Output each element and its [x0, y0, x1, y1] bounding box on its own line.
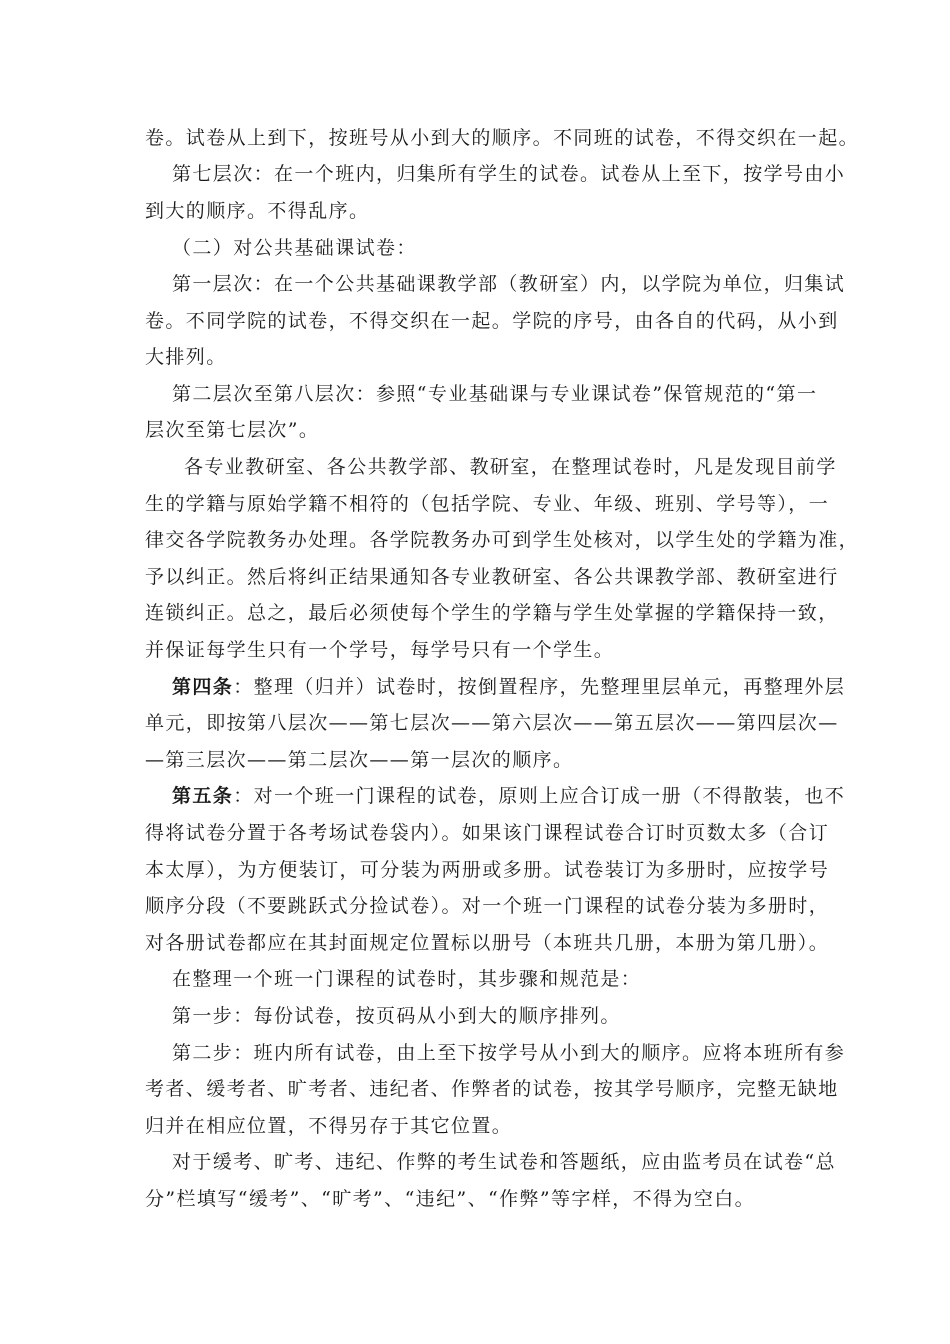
text-line: 到大的顺序。不得乱序。 — [145, 200, 370, 222]
text-line: 连锁纠正。总之，最后必须使每个学生的学籍与学生处掌握的学籍保持一致， — [145, 602, 839, 624]
article-5-line: 第五条：对一个班一门课程的试卷，原则上应合订成一册（不得散装，也不 — [172, 785, 846, 807]
text-line: 单元，即按第八层次——第七层次——第六层次——第五层次——第四层次— — [145, 712, 839, 734]
text-line: 卷。试卷从上到下，按班号从小到大的顺序。不同班的试卷，不得交织在一起。 — [145, 127, 860, 149]
text-line: 顺序分段（不要跳跃式分捡试卷）。对一个班一门课程的试卷分装为多册时， — [145, 895, 830, 917]
text-line: 第一层次：在一个公共基础课教学部（教研室）内，以学院为单位，归集试 — [172, 273, 846, 295]
text-line: 对于缓考、旷考、违纪、作弊的考生试卷和答题纸，应由监考员在试卷“总 — [172, 1151, 836, 1173]
text-line: 对各册试卷都应在其封面规定位置标以册号（本班共几册，本册为第几册）。 — [145, 932, 830, 954]
text-line: 归并在相应位置，不得另存于其它位置。 — [145, 1115, 513, 1137]
text-line: 生的学籍与原始学籍不相符的（包括学院、专业、年级、班别、学号等），一 — [145, 493, 830, 515]
text-line: 第七层次：在一个班内，归集所有学生的试卷。试卷从上至下，按学号由小 — [172, 163, 846, 185]
text-line: 律交各学院教务办处理。各学院教务办可到学生处核对，以学生处的学籍为准， — [145, 529, 860, 551]
article-4-line: 第四条：整理（归并）试卷时，按倒置程序，先整理里层单元，再整理外层 — [172, 676, 846, 698]
text-line: 各专业教研室、各公共教学部、教研室，在整理试卷时，凡是发现目前学 — [184, 456, 837, 478]
text-line: 予以纠正。然后将纠正结果通知各专业教研室、各公共课教学部、教研室进行 — [145, 566, 839, 588]
text-line: 分”栏填写“缓考”、“旷考”、“违纪”、“作弊”等字样，不得为空白。 — [145, 1188, 756, 1210]
text-line: 得将试卷分置于各考场试卷袋内）。如果该门课程试卷合订时页数太多（合订 — [145, 822, 830, 844]
text-line: 卷。不同学院的试卷，不得交织在一起。学院的序号，由各自的代码，从小到 — [145, 310, 839, 332]
text-line: —第三层次——第二层次——第一层次的顺序。 — [145, 749, 574, 771]
article-4-heading: 第四条 — [172, 676, 234, 698]
text-line: 考者、缓考者、旷考者、违纪者、作弊者的试卷，按其学号顺序，完整无缺地 — [145, 1078, 839, 1100]
text-line: （二）对公共基础课试卷： — [172, 237, 417, 259]
text-line: 并保证每学生只有一个学号，每学号只有一个学生。 — [145, 639, 615, 661]
article-5-heading: 第五条 — [172, 785, 234, 807]
text-line: 第二层次至第八层次：参照“专业基础课与专业课试卷”保管规范的“第一 — [172, 383, 818, 405]
text-line: 本太厚），为方便装订，可分装为两册或多册。试卷装订为多册时，应按学号 — [145, 859, 830, 881]
text-line: 大排列。 — [145, 346, 227, 368]
text-line: 层次至第七层次”。 — [145, 419, 320, 441]
text-line: 在整理一个班一门课程的试卷时，其步骤和规范是： — [172, 968, 642, 990]
text-line: 第二步：班内所有试卷，由上至下按学号从小到大的顺序。应将本班所有参 — [172, 1042, 846, 1064]
text-line: 第一步：每份试卷，按页码从小到大的顺序排列。 — [172, 1005, 621, 1027]
